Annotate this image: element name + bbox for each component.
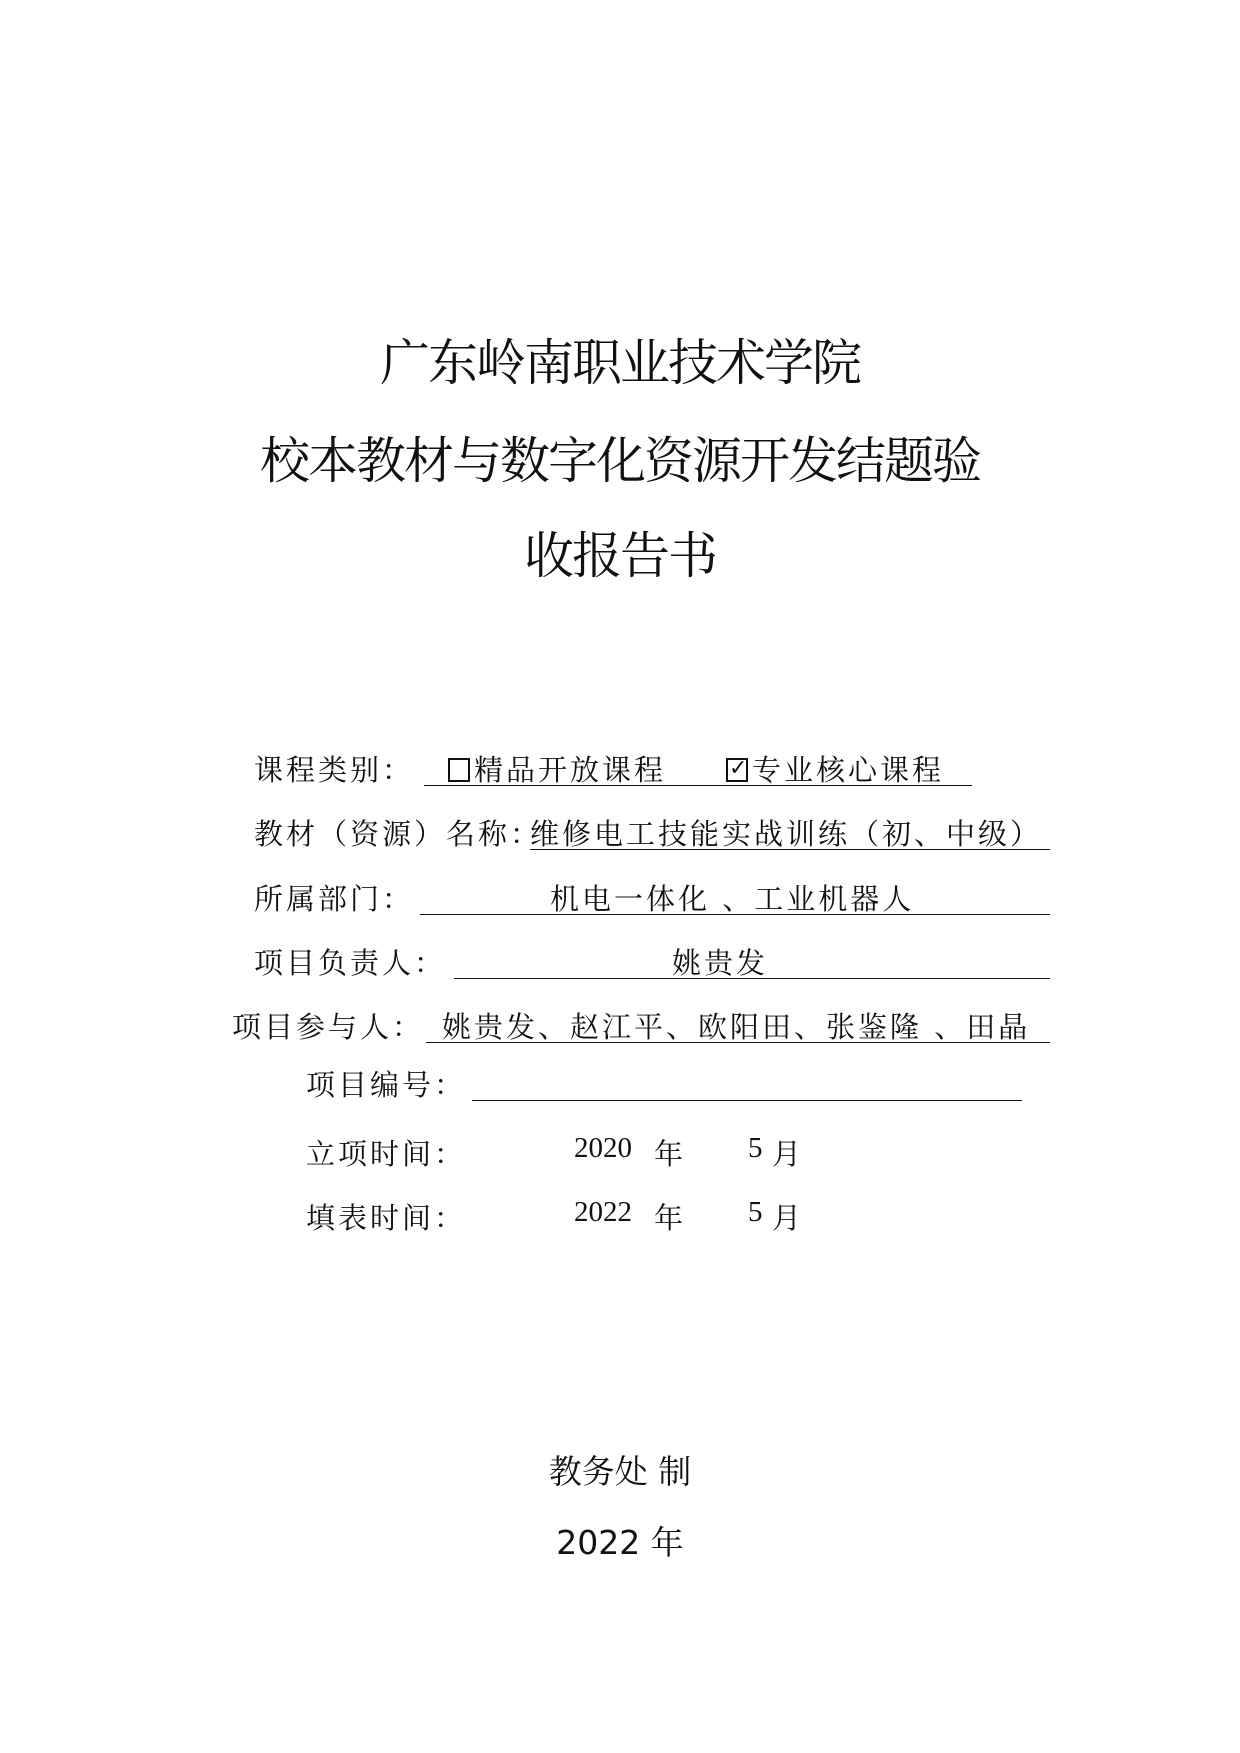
participants-label: 项目参与人： <box>232 1010 425 1044</box>
textbook-name-field[interactable] <box>530 806 1050 850</box>
project-leader-value: 姚贵发 <box>672 946 769 980</box>
department-value: 机电一体化 、工业机器人 <box>550 882 915 916</box>
textbook-name-row <box>254 806 1050 850</box>
approval-month-unit: 月 <box>772 1137 802 1171</box>
course-type-label: 课程类别： <box>254 753 415 787</box>
fill-year: 2022 <box>574 1196 632 1228</box>
project-leader-row <box>254 935 1050 979</box>
project-number-row <box>306 1057 1022 1101</box>
fill-year-unit: 年 <box>654 1201 684 1235</box>
check-mark-icon: ✓ <box>729 756 751 781</box>
course-type-row <box>254 742 974 786</box>
course-option-core[interactable] <box>726 748 944 789</box>
project-number-field[interactable] <box>472 1057 1022 1101</box>
checkbox-unchecked-icon[interactable] <box>448 758 470 782</box>
project-number-label: 项目编号： <box>306 1068 467 1102</box>
fill-date-row <box>306 1190 826 1234</box>
issuer: 教务处 制 <box>548 1452 692 1491</box>
title-line-2: 校本教材与数字化资源开发结题验 <box>260 432 980 490</box>
title-line-1: 广东岭南职业技术学院 <box>380 334 860 392</box>
course-option-core-label: 专业核心课程 <box>752 753 945 787</box>
approval-date-row <box>306 1126 826 1170</box>
checkbox-checked-icon[interactable] <box>726 756 751 782</box>
textbook-name-label: 教材（资源）名称： <box>254 817 543 851</box>
department-field[interactable] <box>420 871 1050 915</box>
participants-value: 姚贵发、赵江平、欧阳田、张鉴隆 、田晶 <box>442 1010 1031 1044</box>
approval-month: 5 <box>748 1132 763 1164</box>
department-row <box>254 871 1050 915</box>
fill-month: 5 <box>748 1196 763 1228</box>
approval-year: 2020 <box>574 1132 632 1164</box>
approval-year-unit: 年 <box>654 1137 684 1171</box>
participants-field[interactable] <box>426 999 1050 1043</box>
department-label: 所属部门： <box>254 882 415 916</box>
fill-month-unit: 月 <box>772 1201 802 1235</box>
project-leader-field[interactable] <box>454 935 1050 979</box>
course-option-quality-open[interactable] <box>448 748 666 789</box>
textbook-name-value: 维修电工技能实战训练（初、中级） <box>530 817 1043 851</box>
participants-row <box>232 999 1050 1043</box>
title-line-3: 收报告书 <box>524 527 716 585</box>
fill-date-label: 填表时间： <box>306 1201 467 1235</box>
course-option-quality-open-label: 精品开放课程 <box>474 753 667 787</box>
footer-year: 2022 年 <box>556 1523 684 1562</box>
project-leader-label: 项目负责人： <box>254 946 447 980</box>
approval-date-label: 立项时间： <box>306 1137 467 1171</box>
course-type-field <box>424 742 972 786</box>
